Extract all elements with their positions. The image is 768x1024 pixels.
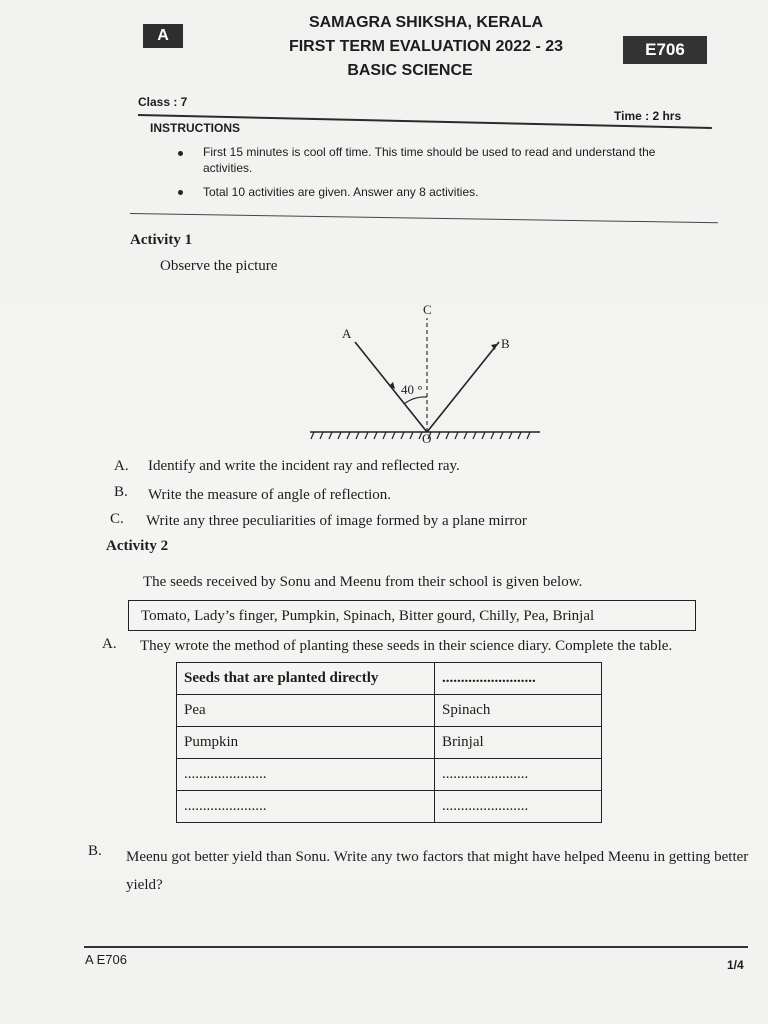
activity2-intro: The seeds received by Sonu and Meenu from their school is given below. <box>143 574 583 590</box>
set-badge: A <box>143 24 183 48</box>
seed-list-box: Tomato, Lady’s finger, Pumpkin, Spinach, Bitter gourd, Chilly, Pea, Brinjal <box>128 600 696 631</box>
angle-label: 40 ° <box>401 382 423 397</box>
reflection-diagram <box>300 300 550 450</box>
q1a-text: Identify and write the incident ray and reflected ray. <box>148 458 460 474</box>
q1c-text: Write any three peculiarities of image formed by a plane mirror <box>146 513 527 529</box>
footer-rule <box>84 946 748 948</box>
table-header-cell: Seeds that are planted directly <box>177 663 435 695</box>
angle-arc <box>404 397 427 404</box>
seeds-table <box>176 662 602 823</box>
time-label: Time : 2 hrs <box>614 109 682 123</box>
point-b-label: B <box>501 336 510 351</box>
table-cell: Brinjal <box>435 727 602 759</box>
point-o-label: O <box>422 431 432 446</box>
header-line2: FIRST TERM EVALUATION 2022 - 23 <box>288 38 564 55</box>
table-row <box>177 759 602 791</box>
activity1-prompt: Observe the picture <box>160 258 278 274</box>
footer-code: A E706 <box>85 952 127 967</box>
q1a-letter: A. <box>114 458 129 474</box>
q1c-letter: C. <box>110 511 124 527</box>
table-row <box>177 695 602 727</box>
q2b-text: Meenu got better yield than Sonu. Write any two factors that might have helped Meenu in getting better yield? <box>126 849 749 893</box>
table-cell-blank: ...................... <box>177 759 435 791</box>
header-line1: SAMAGRA SHIKSHA, KERALA <box>308 14 544 31</box>
table-header-row <box>177 663 602 695</box>
q1b-letter: B. <box>114 484 128 500</box>
instruction-item-2: Total 10 activities are given. Answer any 8 activities. <box>203 185 479 199</box>
table-cell: Pea <box>177 695 435 727</box>
activity2-title: Activity 2 <box>106 538 169 554</box>
table-cell-blank: ...................... <box>177 791 435 823</box>
table-header-cell-blank: ......................... <box>435 663 602 695</box>
point-a-label: A <box>342 326 352 341</box>
instructions-title: INSTRUCTIONS <box>150 121 240 135</box>
table-cell: Pumpkin <box>177 727 435 759</box>
page-number: 1/4 <box>727 958 744 972</box>
q1b-text: Write the measure of angle of reflection. <box>148 487 392 503</box>
table-cell-blank: ....................... <box>435 791 602 823</box>
table-cell-blank: ....................... <box>435 759 602 791</box>
code-badge: E706 <box>623 36 707 64</box>
table-row <box>177 727 602 759</box>
table-row <box>177 791 602 823</box>
instruction-item-1: First 15 minutes is cool off time. This time should be used to read and understand the activities. <box>203 145 656 175</box>
q2a-text: They wrote the method of planting these seeds in their science diary. Complete the table. <box>140 638 673 654</box>
point-c-label: C <box>423 302 432 317</box>
q2a-letter: A. <box>102 636 117 652</box>
bullet <box>178 151 183 156</box>
class-label: Class : 7 <box>138 95 188 109</box>
header-line3: BASIC SCIENCE <box>347 62 473 79</box>
q2b-letter: B. <box>88 843 102 859</box>
instructions-divider <box>130 213 718 223</box>
table-cell: Spinach <box>435 695 602 727</box>
reflected-ray <box>427 342 499 432</box>
bullet <box>178 190 183 195</box>
activity1-title: Activity 1 <box>130 232 193 248</box>
